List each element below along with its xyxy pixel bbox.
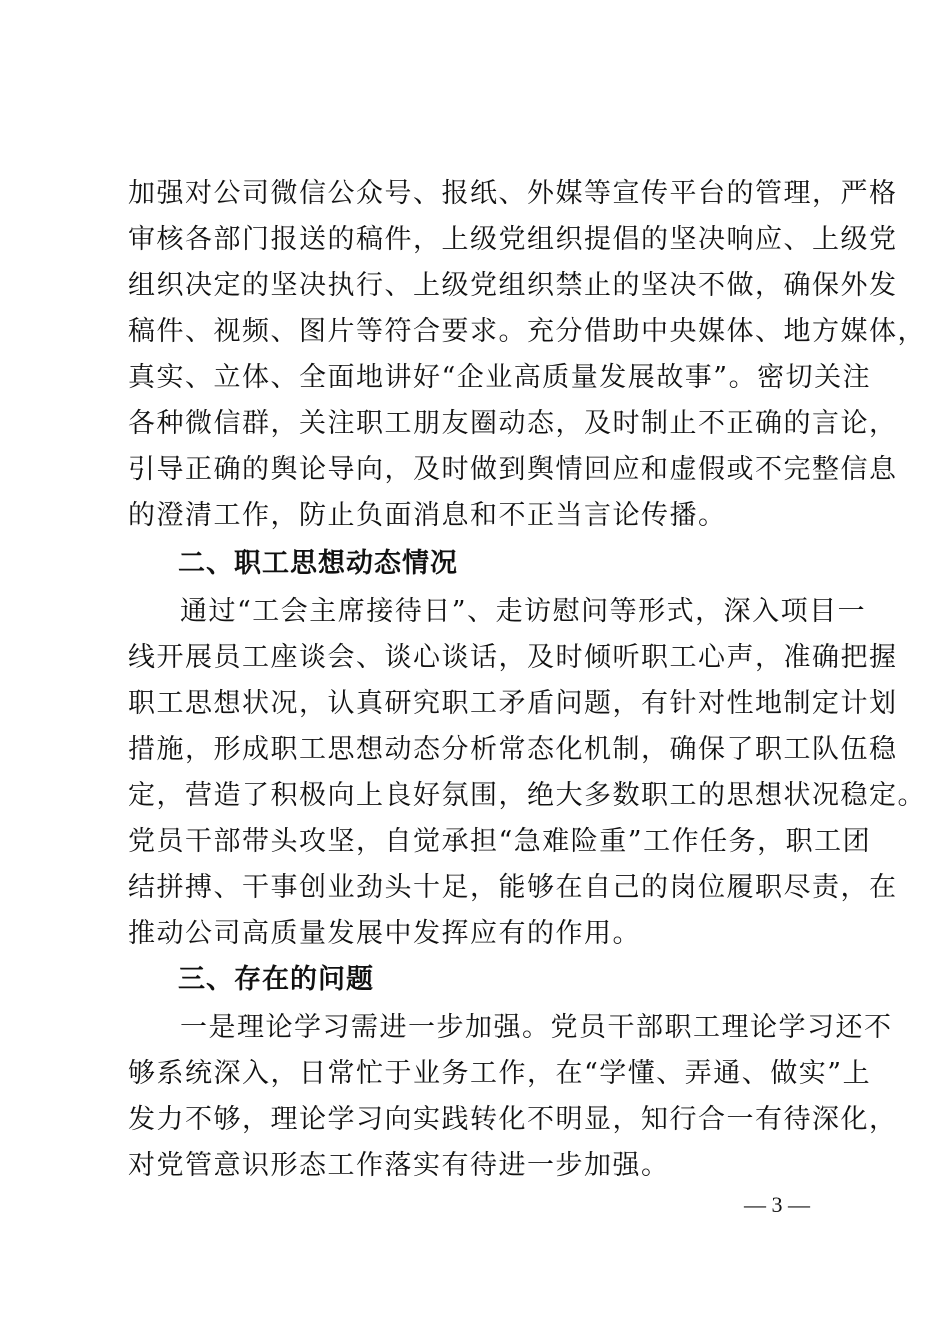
paragraph-line: 真实、立体、全面地讲好“企业高质量发展故事”。密切关注 xyxy=(128,362,872,393)
paragraph-line: 引导正确的舆论导向，及时做到舆情回应和虚假或不完整信息 xyxy=(128,454,898,485)
paragraph-line: 线开展员工座谈会、谈心谈话，及时倾听职工心声，准确把握 xyxy=(128,642,898,673)
paragraph-line: 定，营造了积极向上良好氛围，绝大多数职工的思想状况稳定。 xyxy=(128,780,926,811)
paragraph-line: 一是理论学习需进一步加强。党员干部职工理论学习还不 xyxy=(180,1012,893,1043)
paragraph-line: 对党管意识形态工作落实有待进一步加强。 xyxy=(128,1150,670,1181)
paragraph-line: 够系统深入，日常忙于业务工作，在“学懂、弄通、做实”上 xyxy=(128,1058,872,1089)
paragraph-line: 党员干部带头攻坚，自觉承担“急难险重”工作任务，职工团 xyxy=(128,826,872,857)
paragraph-line: 的澄清工作，防止负面消息和不正当言论传播。 xyxy=(128,500,727,531)
paragraph-line: 措施，形成职工思想动态分析常态化机制，确保了职工队伍稳 xyxy=(128,734,898,765)
paragraph-line: 职工思想状况，认真研究职工矛盾问题，有针对性地制定计划 xyxy=(128,688,898,719)
section-heading: 二、职工思想动态情况 xyxy=(178,548,458,579)
paragraph-line: 稿件、视频、图片等符合要求。充分借助中央媒体、地方媒体， xyxy=(128,316,926,347)
paragraph-line: 审核各部门报送的稿件，上级党组织提倡的坚决响应、上级党 xyxy=(128,224,898,255)
paragraph-line: 加强对公司微信公众号、报纸、外媒等宣传平台的管理，严格 xyxy=(128,178,898,209)
paragraph-line: 各种微信群，关注职工朋友圈动态，及时制止不正确的言论， xyxy=(128,408,898,439)
paragraph-line: 通过“工会主席接待日”、走访慰问等形式，深入项目一 xyxy=(180,596,867,627)
paragraph-line: 推动公司高质量发展中发挥应有的作用。 xyxy=(128,918,641,949)
paragraph-line: 结拼搏、干事创业劲头十足，能够在自己的岗位履职尽责，在 xyxy=(128,872,898,903)
section-heading: 三、存在的问题 xyxy=(178,964,374,995)
page-number: — 3 — xyxy=(744,1192,810,1217)
paragraph-line: 组织决定的坚决执行、上级党组织禁止的坚决不做，确保外发 xyxy=(128,270,898,301)
paragraph-line: 发力不够，理论学习向实践转化不明显，知行合一有待深化， xyxy=(128,1104,898,1135)
